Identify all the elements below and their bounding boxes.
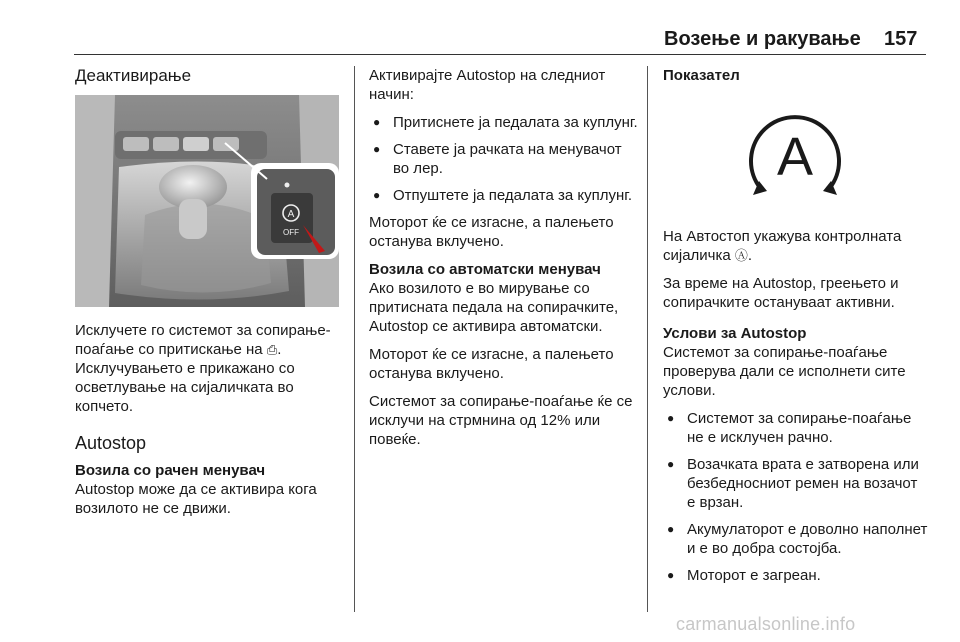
activation-intro: Активирајте Autostop на следниот начин: — [369, 67, 606, 103]
manual-transmission-text: Autostop може да се активира кога возилото не се движи. — [75, 481, 317, 517]
list-item: ● Акумулаторот е доволно наполнет и е во добра состојба. — [663, 520, 929, 558]
engine-off-text-2: Моторот ќе се изгасне, а палењето останува вклучено. — [369, 346, 614, 382]
activation-steps-list — [369, 113, 641, 205]
conditions-list — [663, 409, 929, 585]
column-3 — [663, 66, 929, 593]
stop-start-off-icon: ⎙ — [266, 342, 278, 357]
watermark: carmanualsonline.info — [676, 614, 856, 634]
off-button-label: OFF — [283, 228, 299, 237]
deactivation-instructions: Исклучете го системот за сопирање-поаѓање со притискање на ⎙. Исклучувањето е прикажано со осветлување на сијаличката во копчето. — [75, 322, 331, 415]
center-console-photo — [75, 95, 339, 307]
list-item: ● Моторот е загреан. — [663, 566, 929, 585]
automatic-transmission-text: Ако возилото е во мирување со притисната педала на сопирачките, Autostop се активира автоматски. — [369, 280, 619, 335]
conditions-intro: Системот за сопирање-поаѓање проверува дали се исполнети сите услови. — [663, 344, 906, 399]
running-header-title: Возење и ракување — [664, 28, 861, 50]
heading-autostop: Autostop — [75, 433, 147, 453]
list-item: ● Системот за сопирање-поаѓање не е исклучен рачно. — [663, 409, 929, 447]
heading-automatic-transmission: Возила со автоматски менувач — [369, 261, 601, 278]
heading-conditions: Услови за Autostop — [663, 325, 807, 342]
heading-indicator: Показател — [663, 67, 740, 84]
engine-off-text: Моторот ќе се изгасне, а палењето останува вклучено. — [369, 214, 614, 250]
column-divider-2 — [647, 66, 648, 612]
section-title-deactivation: Деактивирање — [75, 66, 192, 85]
heating-text: За време на Autostop, греењето и сопирачките остануваат активни. — [663, 275, 899, 311]
list-item: ● Ставете ја рачката на менувачот во лер. — [369, 140, 641, 178]
page-number: 157 — [884, 28, 918, 50]
header-rule — [74, 54, 926, 55]
column-2 — [369, 66, 641, 458]
slope-text: Системот за сопирање-поаѓање ќе се исклучи на стрмнина од 12% или повеќе. — [369, 393, 633, 448]
autostop-indicator-icon — [663, 97, 927, 207]
autostop-lamp-icon: Ⓐ — [734, 248, 748, 263]
list-item: ● Возачката врата е затворена или безбедносниот ремен на возачот е врзан. — [663, 455, 929, 512]
indicator-letter: A — [776, 127, 814, 187]
svg-text:A: A — [287, 209, 295, 220]
heading-manual-transmission: Возила со рачен менувач — [75, 462, 266, 479]
autostop-lamp-text: На Автостоп укажува контролната сијаличка Ⓐ. — [663, 228, 902, 264]
list-item: ● Отпуштете ја педалата за куплунг. — [369, 186, 641, 205]
column-1 — [75, 66, 343, 527]
list-item: ● Притиснете ја педалата за куплунг. — [369, 113, 641, 132]
column-divider-1 — [354, 66, 355, 612]
